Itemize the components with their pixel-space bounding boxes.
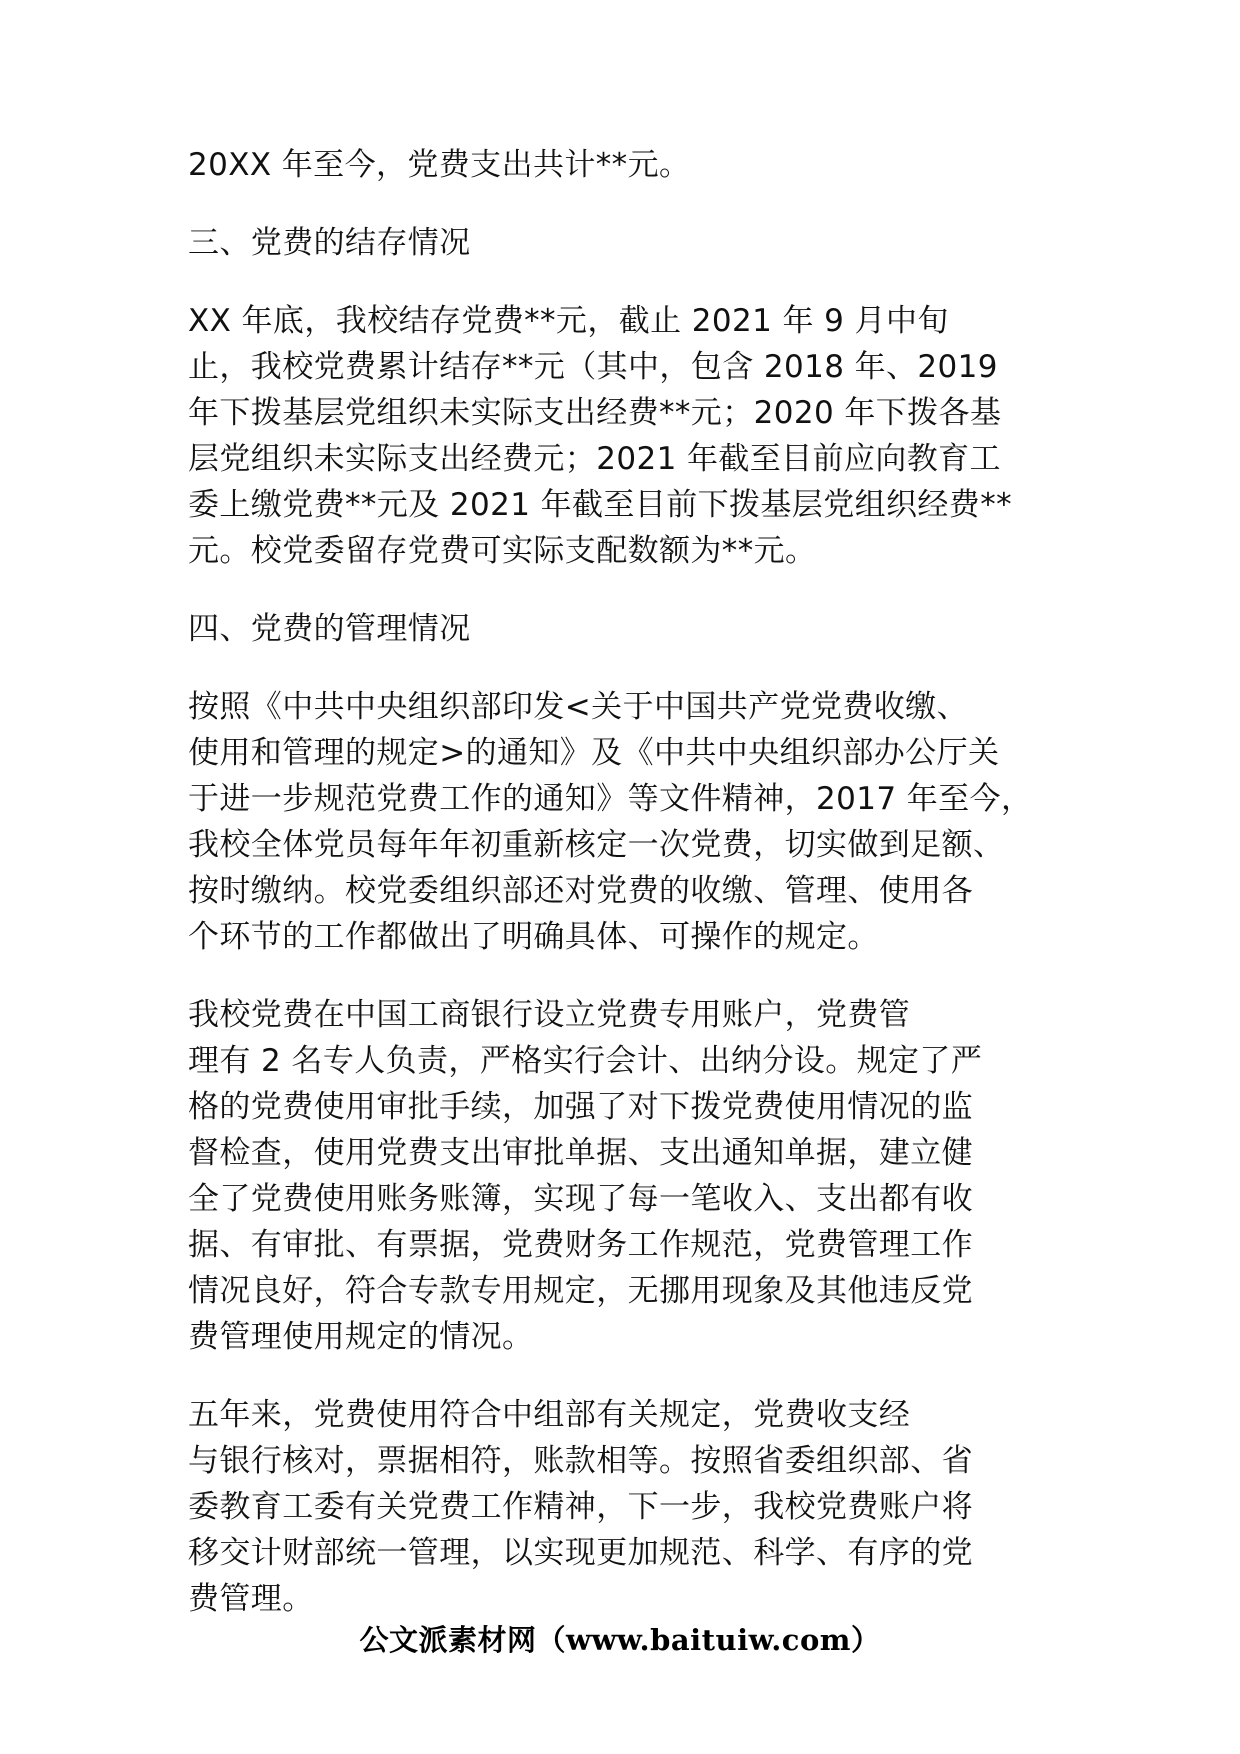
section-heading-balance: 三、党费的结存情况 [188, 225, 471, 261]
paragraph-five-years: 五年来，党费使用符合中组部有关规定，党费收支经 与银行核对，票据相符，账款相等。按照省委组织部、省 委教育工委有关党费工作精神，下一步，我校党费账户将 移交计财部统一管理，以实现更加规范、科学、有序的党 费管理。 [188, 1397, 973, 1617]
document-body [188, 142, 1088, 1654]
paragraph-management-rules: 按照《中共中央组织部印发<关于中国共产党党费收缴、 使用和管理的规定>的通知》及《中共中央组织部办公厅关 于进一步规范党费工作的通知》等文件精神，2017 年至今， 我校全体党员每年年初重新核定一次党费，切实做到足额、 按时缴纳。校党委组织部还对党费的收缴、管理、使用各 个环节的工作都做出了明确具体、可操作的规定。 [188, 689, 1033, 955]
paragraph-expenditure: 20XX 年至今，党费支出共计**元。 [188, 147, 691, 183]
section-heading-management: 四、党费的管理情况 [188, 611, 471, 647]
paragraph-bank-account: 我校党费在中国工商银行设立党费专用账户，党费管 理有 2 名专人负责，严格实行会计、出纳分设。规定了严 格的党费使用审批手续，加强了对下拨党费使用情况的监 督检查，使用党费支出审批单据、支出通知单据，建立健 全了党费使用账务账簿，实现了每一笔收入、支出都有收 据、有审批、有票据，党费财务工作规范，党费管理工作 情况良好，符合专款专用规定，无挪用现象及其他违反党 费管理使用规定的情况。 [188, 997, 983, 1355]
footer-source-text: 公文派素材网（www.baituiw.com） [359, 1623, 881, 1657]
paragraph-balance: XX 年底，我校结存党费**元，截止 2021 年 9 月中旬 止，我校党费累计结存**元（其中，包含 2018 年、2019 年下拨基层党组织未实际支出经费**元；2020 年下拨各基 层党组织未实际支出经费元；2021 年截至目前应向教育工 委上缴党费**元及 2021 年截至目前下拨基层党组织经费** 元。校党委留存党费可实际支配数额为**元。 [188, 303, 1012, 569]
